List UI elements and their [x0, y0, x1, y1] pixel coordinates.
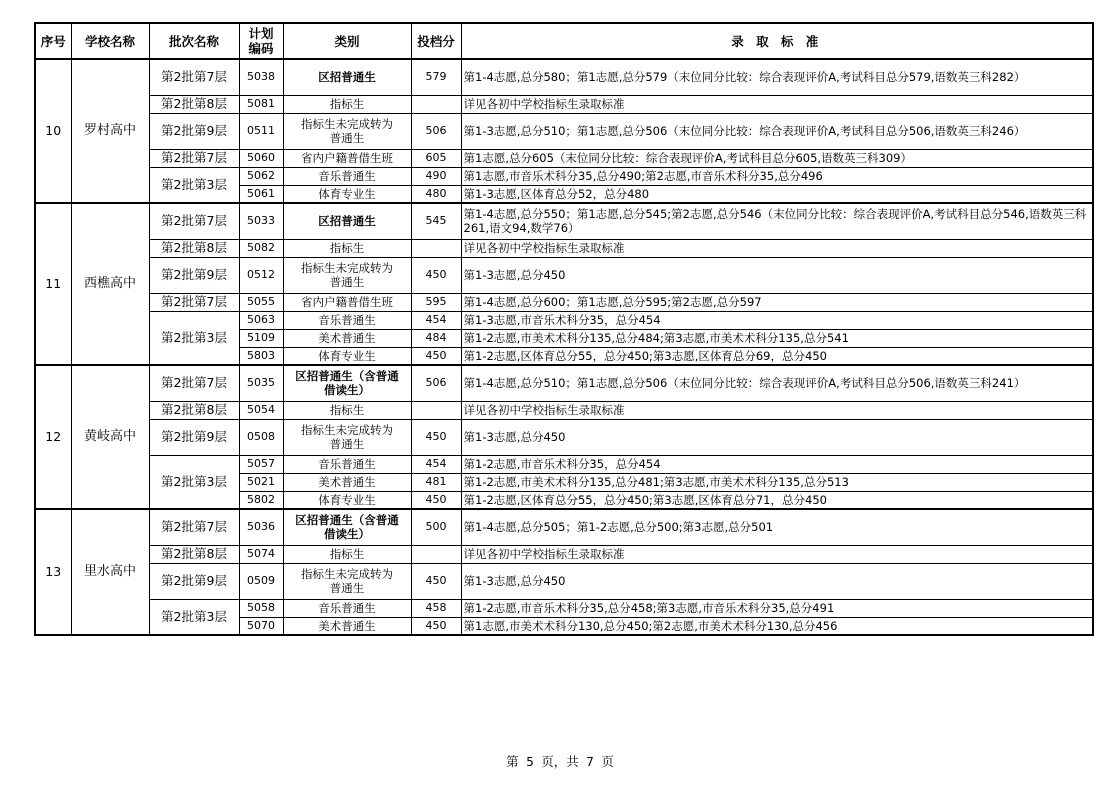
school-name-cell: 里水高中 [71, 509, 149, 635]
category-cell: 指标生 [283, 239, 411, 257]
batch-cell: 第2批第9层 [149, 419, 239, 455]
category-cell: 指标生未完成转为普通生 [283, 563, 411, 599]
standard-cell: 详见各初中学校指标生录取标准 [461, 239, 1093, 257]
header-row [35, 23, 1093, 59]
batch-cell: 第2批第7层 [149, 365, 239, 401]
standard-cell: 第1-2志愿,市美术术科分135,总分484;第3志愿,市美术术科分135,总分541 [461, 329, 1093, 347]
category-cell: 体育专业生 [283, 491, 411, 509]
batch-cell: 第2批第3层 [149, 311, 239, 365]
category-cell: 区招普通生（含普通借读生） [283, 365, 411, 401]
plan-code-cell: 5038 [239, 59, 283, 95]
standard-cell: 第1-3志愿,总分450 [461, 563, 1093, 599]
table-row [35, 401, 1093, 419]
category-cell: 区招普通生 [283, 59, 411, 95]
standard-cell: 第1-3志愿,区体育总分52，总分480 [461, 185, 1093, 203]
table-row [35, 113, 1093, 149]
plan-code-cell: 5060 [239, 149, 283, 167]
batch-cell: 第2批第7层 [149, 203, 239, 239]
table-row [35, 455, 1093, 473]
plan-code-cell: 5803 [239, 347, 283, 365]
plan-code-cell: 5061 [239, 185, 283, 203]
standard-cell: 第1-2志愿,区体育总分55，总分450;第3志愿,区体育总分71，总分450 [461, 491, 1093, 509]
header-batch: 批次名称 [149, 23, 239, 59]
plan-code-cell: 5074 [239, 545, 283, 563]
batch-cell: 第2批第9层 [149, 113, 239, 149]
school-group-huangqi [35, 365, 1093, 509]
standard-cell: 第1-3志愿,市音乐术科分35，总分454 [461, 311, 1093, 329]
standard-cell: 第1-2志愿,市音乐术科分35，总分454 [461, 455, 1093, 473]
plan-code-cell: 5057 [239, 455, 283, 473]
score-cell: 595 [411, 293, 461, 311]
plan-code-cell: 5070 [239, 617, 283, 635]
school-group-lishui [35, 509, 1093, 635]
header-score: 投档分 [411, 23, 461, 59]
score-cell: 579 [411, 59, 461, 95]
table-row [35, 311, 1093, 329]
category-cell: 省内户籍普借生班 [283, 149, 411, 167]
category-cell: 区招普通生 [283, 203, 411, 239]
standard-cell: 第1-4志愿,总分505；第1-2志愿,总分500;第3志愿,总分501 [461, 509, 1093, 545]
category-cell: 音乐普通生 [283, 599, 411, 617]
category-cell: 指标生 [283, 401, 411, 419]
table-row [35, 257, 1093, 293]
category-cell: 体育专业生 [283, 347, 411, 365]
batch-cell: 第2批第8层 [149, 401, 239, 419]
score-cell: 454 [411, 311, 461, 329]
table-row [35, 293, 1093, 311]
category-cell: 省内户籍普借生班 [283, 293, 411, 311]
plan-code-cell: 5036 [239, 509, 283, 545]
score-cell [411, 401, 461, 419]
score-cell: 545 [411, 203, 461, 239]
plan-code-cell: 5021 [239, 473, 283, 491]
batch-cell: 第2批第8层 [149, 239, 239, 257]
score-cell: 480 [411, 185, 461, 203]
batch-cell: 第2批第7层 [149, 59, 239, 95]
header-seq: 序号 [35, 23, 71, 59]
standard-cell: 第1-2志愿,区体育总分55，总分450;第3志愿,区体育总分69，总分450 [461, 347, 1093, 365]
plan-code-cell: 5081 [239, 95, 283, 113]
plan-code-cell: 5058 [239, 599, 283, 617]
batch-cell: 第2批第7层 [149, 149, 239, 167]
batch-cell: 第2批第7层 [149, 509, 239, 545]
category-cell: 指标生 [283, 545, 411, 563]
score-cell: 484 [411, 329, 461, 347]
seq-cell: 10 [35, 59, 71, 203]
header-plan-code [239, 23, 283, 59]
category-cell: 音乐普通生 [283, 167, 411, 185]
standard-cell: 第1志愿,市美术术科分130,总分450;第2志愿,市美术术科分130,总分456 [461, 617, 1093, 635]
plan-code-cell: 5035 [239, 365, 283, 401]
admission-standards-table [34, 22, 1094, 636]
category-cell: 指标生未完成转为普通生 [283, 257, 411, 293]
standard-cell: 第1-2志愿,市美术术科分135,总分481;第3志愿,市美术术科分135,总分513 [461, 473, 1093, 491]
batch-cell: 第2批第3层 [149, 455, 239, 509]
category-cell: 指标生 [283, 95, 411, 113]
category-cell: 美术普通生 [283, 473, 411, 491]
category-cell: 指标生未完成转为普通生 [283, 419, 411, 455]
score-cell: 450 [411, 257, 461, 293]
score-cell: 506 [411, 365, 461, 401]
plan-code-cell: 5054 [239, 401, 283, 419]
standard-cell: 第1-4志愿,总分550；第1志愿,总分545;第2志愿,总分546（末位同分比较：综合表现评价A,考试科目总分546,语数英三科261,语文94,数学76） [461, 203, 1093, 239]
score-cell: 450 [411, 563, 461, 599]
standard-cell: 第1-3志愿,总分510；第1志愿,总分506（末位同分比较：综合表现评价A,考试科目总分506,语数英三科246） [461, 113, 1093, 149]
plan-code-cell: 0508 [239, 419, 283, 455]
standard-cell: 第1-4志愿,总分580；第1志愿,总分579（末位同分比较：综合表现评价A,考试科目总分579,语数英三科282） [461, 59, 1093, 95]
batch-cell: 第2批第9层 [149, 257, 239, 293]
school-name-cell: 罗村高中 [71, 59, 149, 203]
score-cell: 450 [411, 491, 461, 509]
school-group-luocun [35, 59, 1093, 203]
score-cell: 506 [411, 113, 461, 149]
table-row [35, 509, 1093, 545]
score-cell: 605 [411, 149, 461, 167]
table-row [35, 149, 1093, 167]
table-row [35, 545, 1093, 563]
batch-cell: 第2批第9层 [149, 563, 239, 599]
score-cell: 450 [411, 419, 461, 455]
score-cell: 500 [411, 509, 461, 545]
standard-cell: 第1-4志愿,总分510；第1志愿,总分506（末位同分比较：综合表现评价A,考试科目总分506,语数英三科241） [461, 365, 1093, 401]
batch-cell: 第2批第3层 [149, 167, 239, 203]
plan-code-cell: 5055 [239, 293, 283, 311]
standard-cell: 详见各初中学校指标生录取标准 [461, 401, 1093, 419]
score-cell: 458 [411, 599, 461, 617]
score-cell: 454 [411, 455, 461, 473]
score-cell [411, 239, 461, 257]
seq-cell: 11 [35, 203, 71, 365]
table-row [35, 167, 1093, 185]
score-cell: 481 [411, 473, 461, 491]
score-cell: 450 [411, 347, 461, 365]
school-name-cell: 西樵高中 [71, 203, 149, 365]
batch-cell: 第2批第7层 [149, 293, 239, 311]
header-category: 类别 [283, 23, 411, 59]
page-footer: 第 5 页，共 7 页 [506, 754, 614, 769]
school-name-cell: 黄岐高中 [71, 365, 149, 509]
category-cell: 区招普通生（含普通借读生） [283, 509, 411, 545]
table-row [35, 365, 1093, 401]
table-row [35, 203, 1093, 239]
category-cell: 音乐普通生 [283, 455, 411, 473]
table-row [35, 419, 1093, 455]
school-group-xiqiao [35, 203, 1093, 365]
standard-cell: 详见各初中学校指标生录取标准 [461, 95, 1093, 113]
standard-cell: 第1-4志愿,总分600；第1志愿,总分595;第2志愿,总分597 [461, 293, 1093, 311]
header-school: 学校名称 [71, 23, 149, 59]
plan-code-cell: 5062 [239, 167, 283, 185]
plan-code-cell: 0512 [239, 257, 283, 293]
header-plan-code-line1: 计划 [248, 26, 274, 41]
score-cell [411, 95, 461, 113]
plan-code-cell: 0511 [239, 113, 283, 149]
score-cell: 490 [411, 167, 461, 185]
batch-cell: 第2批第3层 [149, 599, 239, 635]
batch-cell: 第2批第8层 [149, 95, 239, 113]
table-row [35, 599, 1093, 617]
standard-cell: 第1-2志愿,市音乐术科分35,总分458;第3志愿,市音乐术科分35,总分491 [461, 599, 1093, 617]
standard-cell: 第1-3志愿,总分450 [461, 257, 1093, 293]
category-cell: 音乐普通生 [283, 311, 411, 329]
batch-cell: 第2批第8层 [149, 545, 239, 563]
category-cell: 美术普通生 [283, 617, 411, 635]
standard-cell: 第1-3志愿,总分450 [461, 419, 1093, 455]
table-row [35, 563, 1093, 599]
standard-cell: 第1志愿,总分605（末位同分比较：综合表现评价A,考试科目总分605,语数英三科309） [461, 149, 1093, 167]
score-cell [411, 545, 461, 563]
seq-cell: 13 [35, 509, 71, 635]
category-cell: 美术普通生 [283, 329, 411, 347]
table-row [35, 95, 1093, 113]
plan-code-cell: 5063 [239, 311, 283, 329]
standard-cell: 详见各初中学校指标生录取标准 [461, 545, 1093, 563]
plan-code-cell: 0509 [239, 563, 283, 599]
table-row [35, 239, 1093, 257]
score-cell: 450 [411, 617, 461, 635]
header-standard: 录 取 标 准 [461, 23, 1093, 59]
header-plan-code-line2: 编码 [248, 41, 274, 56]
category-cell: 体育专业生 [283, 185, 411, 203]
plan-code-cell: 5802 [239, 491, 283, 509]
category-cell: 指标生未完成转为普通生 [283, 113, 411, 149]
plan-code-cell: 5082 [239, 239, 283, 257]
plan-code-cell: 5109 [239, 329, 283, 347]
plan-code-cell: 5033 [239, 203, 283, 239]
standard-cell: 第1志愿,市音乐术科分35,总分490;第2志愿,市音乐术科分35,总分496 [461, 167, 1093, 185]
table-row [35, 59, 1093, 95]
seq-cell: 12 [35, 365, 71, 509]
